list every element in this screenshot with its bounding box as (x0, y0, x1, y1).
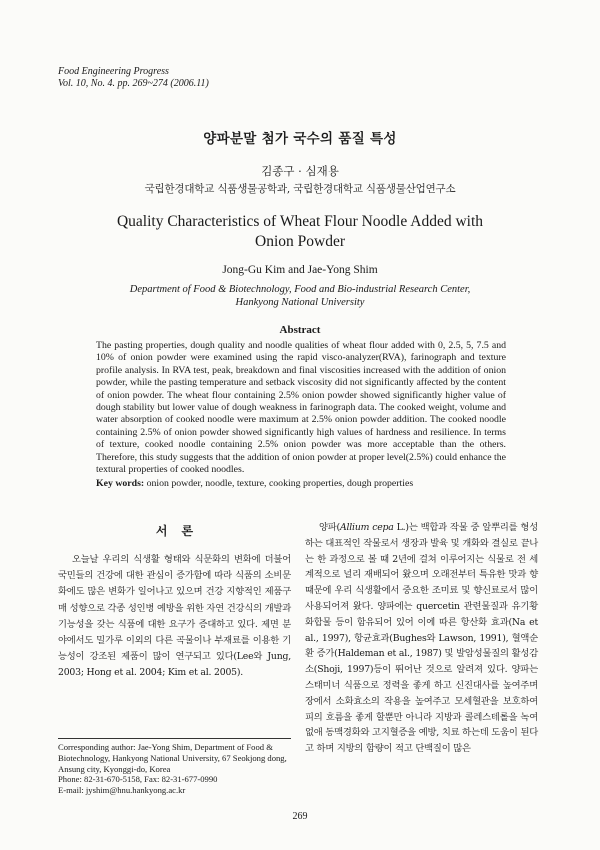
intro-heading: 서론 (155, 524, 208, 538)
english-authors: Jong-Gu Kim and Jae-Yong Shim (222, 264, 378, 276)
right-column (305, 520, 538, 757)
footnote-corresponding: Corresponding author: Jae-Yong Shim, Department of Food & Biotechnology, Hankyong National University, 67 Seokjong dong, Ansung city, Kyonggi-do, Korea (58, 742, 287, 774)
page-number: 269 (292, 811, 308, 822)
english-title-line2: Onion Powder (255, 233, 345, 250)
english-title-line1: Quality Characteristics of Wheat Flour Noodle Added with (116, 213, 484, 230)
korean-affiliation: 국립한경대학교 식품생물공학과, 국립한경대학교 식품생물산업연구소 (144, 183, 456, 195)
korean-authors: 김종구 · 심재용 (261, 164, 339, 178)
abstract-text: The pasting properties, dough quality and noodle qualities of wheat flour added with 0, 2.5, 5, 7.5 and 10% of onion powder were examined using the rapid visco-analyzer(RVA), farinograph and texture profile analysis. In RVA test, peak, breakdown and final viscosities increased with the addition of onion powder, while the pasting temperature and setback viscosity did not significantly affected by the content of onion powder. The wheat flour containing 2.5% onion powder showed significantly higher value of dough stability but lower value of dough weakness in farinograph data. The cooked weight, volume and water absorption of cooked noodle were maximum at 2.5% onion powder addition. The cooked noodle containing 2.5% of onion powder showed significantly high values of hardness and resilience. In terms of texture, cooked noodle containing 2.5% onion powder was more acceptable than the others. Therefore, this study suggests that the addition of onion powder at proper level(2.5%) could enhance the textural properties of cooked noodles. (96, 340, 506, 476)
keywords-text: onion powder, noodle, texture, cooking properties, dough properties (146, 478, 414, 489)
department-line1: Department of Food & Biotechnology, Food and Bio-industrial Research Center, (129, 284, 471, 295)
department-line2: Hankyong National University (235, 297, 365, 308)
journal-header (58, 66, 209, 90)
keywords (96, 478, 506, 489)
footnote-email: E-mail: jyshim@hnu.hankyong.ac.kr (58, 785, 186, 796)
keywords-label: Key words: (96, 478, 145, 489)
intro-left-paragraph: 오늘날 우리의 식생활 형태와 식문화의 변화에 더불어 국민들의 건강에 대한 관심이 증가함에 따라 식품의 소비문화에도 많은 변화가 일어나고 있으며 건강 지향적인 제품구매 성향으로 각종 성인병 예방을 위한 자연 건강식의 개발과 기능성을 갖는 식품에 대한 요구가 증대하고 있다. 제면 분야에서도 밀가루 이외의 다른 곡물이나 부재료를 이용한 기능성이 강조된 제품이 많이 연구되고 있다(Lee와 Jung, 2003; Hong et al. 2004; Kim et al. 2005). (58, 554, 291, 679)
footnote-phone: Phone: 82-31-670-5158, Fax: 82-31-677-0990 (58, 774, 218, 785)
intro-right-post: L.)는 백합과 작물 중 알뿌리를 형성하는 대표적인 작물로서 생장과 발육 및 개화와 결실로 끝나는 한 과정으로 볼 때 2년에 걸쳐 이루어지는 식물로 전 세계적으로 널리 재배되어 왔으며 오래전부터 특유한 맛과 향 때문에 우리 식생활에서 중요한 조미료 및 향신료로서 많이 사용되어져 왔다. 양파에는 quercetin 관련물질과 유기황화합물 등이 함유되어 있어 이에 따른 항산화 효과(Na et al., 1997), 항균효과(Bughes와 Lawson, 1991), 혈액순환 증가(Haldeman et al., 1987) 및 발암성물질의 활성감소(Shoji, 1997)등이 뛰어난 것으로 알려져 있다. 양파는 스태미너 식품으로 정력을 좋게 하고 신진대사를 높여주며 장에서 소화효소의 작용을 높여주고 모세혈관을 보호하여 피의 흐름을 좋게 할뿐만 아니라 지방과 콜레스테롤을 녹여 없애 동맥경화와 고지혈증을 예방, 치료 하는데 도움이 된다고 하며 지방의 함량이 적고 단백질이 많은 (305, 522, 538, 755)
footnote (58, 738, 291, 796)
intro-right-paragraph (305, 520, 538, 757)
left-column (58, 520, 291, 682)
journal-volume: Vol. 10, No. 4. pp. 269~274 (2006.11) (58, 78, 209, 89)
abstract-heading: Abstract (279, 324, 321, 336)
species-name: Allium cepa (340, 522, 394, 533)
journal-name: Food Engineering Progress (58, 66, 169, 77)
english-title (0, 212, 600, 252)
korean-title: 양파분말 첨가 국수의 품질 특성 (203, 131, 397, 147)
english-department (0, 283, 600, 309)
intro-right-pre: 양파( (319, 522, 340, 533)
